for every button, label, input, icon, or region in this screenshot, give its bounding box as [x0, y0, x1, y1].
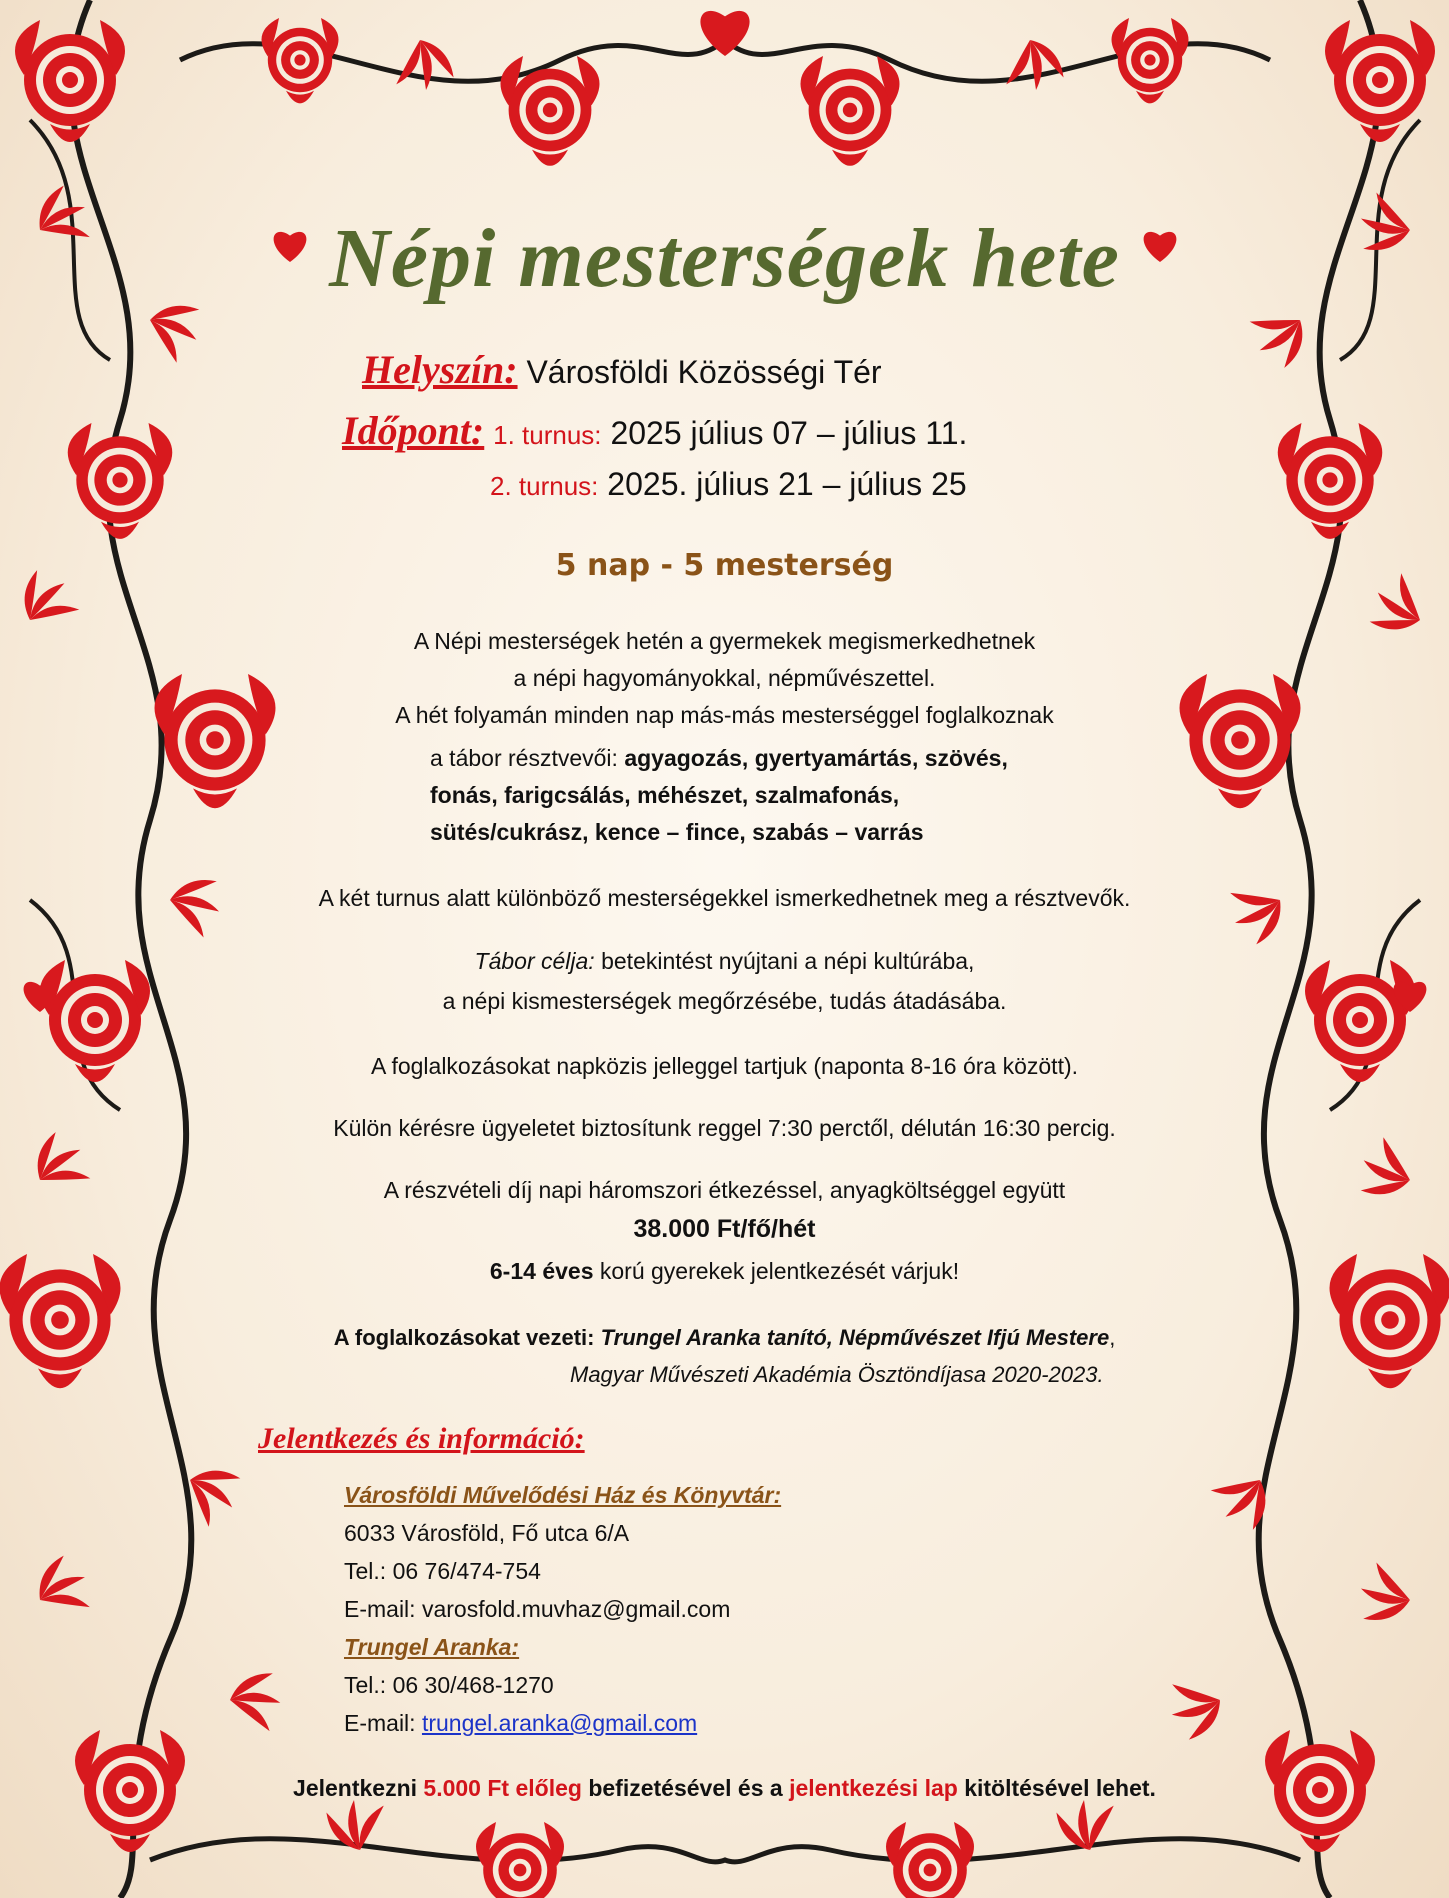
leader-line-2: Magyar Művészeti Akadémia Ösztöndíjasa 2020-2023.: [570, 1362, 1104, 1387]
footer-part-3: befizetésével és a: [581, 1775, 790, 1801]
age-range: 6-14 éves: [489, 1258, 594, 1284]
intro-line-3: A hét folyamán minden nap más-más mesterséggel foglalkoznak: [395, 702, 1054, 728]
email-2-line: [344, 1704, 781, 1742]
footer-note: [0, 1775, 1449, 1802]
phone-1: Tel.: 06 76/474-754: [344, 1558, 541, 1584]
contact-block: [344, 1476, 781, 1742]
time-line-1: [342, 407, 967, 454]
two-turns-note: A két turnus alatt különböző mesterségekkel ismerkedhetnek meg a résztvevők.: [318, 885, 1131, 911]
address: 6033 Városföld, Fő utca 6/A: [344, 1520, 630, 1546]
leader-line-1: [0, 1325, 1449, 1351]
time-label: Időpont:: [342, 408, 485, 453]
leader-comma: ,: [1109, 1325, 1116, 1350]
intro-line-4-prefix: a tábor résztvevői:: [430, 745, 625, 771]
schedule-note: A foglalkozásokat napközis jelleggel tartjuk (naponta 8-16 óra között).: [370, 1053, 1079, 1079]
goal-text: betekintést nyújtani a népi kultúrába,: [594, 948, 975, 974]
crafts-list-2: fonás, farigcsálás, méhészet, szalmafonás,: [430, 782, 900, 808]
goal-label: Tábor célja:: [474, 948, 595, 974]
location-label: Helyszín:: [362, 347, 518, 392]
time-line-2: [490, 466, 967, 503]
crafts-list-3: sütés/cukrász, kence – fince, szabás – varrás: [430, 819, 924, 845]
leader-name: Trungel Aranka tanító, Népművészet Ifjú Mestere: [600, 1325, 1110, 1350]
intro-line-4: [430, 740, 1008, 777]
leader-prefix: A foglalkozásokat vezeti:: [333, 1325, 601, 1350]
page-title: Népi mesterségek hete: [329, 212, 1120, 305]
footer-part-5: kitöltésével lehet.: [957, 1775, 1156, 1801]
age-text: korú gyerekek jelentkezését várjuk!: [593, 1258, 960, 1284]
duty-note: Külön kérésre ügyeletet biztosítunk reggel 7:30 perctől, délután 16:30 percig.: [333, 1115, 1116, 1141]
footer-part-1: Jelentkezni: [293, 1775, 424, 1801]
turn1-value: 2025 július 07 – július 11.: [610, 415, 968, 451]
subtitle: 5 nap - 5 mesterség: [555, 548, 894, 583]
phone-2: Tel.: 06 30/468-1270: [344, 1672, 554, 1698]
signup-heading: Jelentkezés és információ:: [258, 1422, 585, 1455]
crafts-list-1: agyagozás, gyertyamártás, szövés,: [624, 745, 1008, 771]
deposit-amount: 5.000 Ft előleg: [423, 1775, 582, 1801]
goal-line-1: [0, 948, 1449, 975]
location-value: Városföldi Közösségi Tér: [526, 354, 882, 390]
goal-line-2: a népi kismesterségek megőrzésébe, tudás átadásába.: [442, 988, 1007, 1014]
price: 38.000 Ft/fő/hét: [633, 1215, 816, 1243]
application-form: jelentkezési lap: [789, 1775, 958, 1801]
age-line: [0, 1258, 1449, 1285]
intro-line-2: a népi hagyományokkal, népművészettel.: [513, 665, 936, 691]
email-2-label: E-mail:: [344, 1710, 422, 1736]
fee-line: A részvételi díj napi háromszori étkezéssel, anyagköltséggel együtt: [383, 1177, 1066, 1203]
email-1: E-mail: varosfold.muvhaz@gmail.com: [344, 1596, 731, 1622]
email-2-link[interactable]: trungel.aranka@gmail.com: [421, 1710, 698, 1736]
location-line: [362, 346, 882, 393]
org-name-1: Városföldi Művelődési Ház és Könyvtár:: [344, 1482, 782, 1508]
turn2-label: 2. turnus:: [490, 471, 599, 501]
turn2-value: 2025. július 21 – július 25: [607, 466, 967, 502]
turn1-label: 1. turnus:: [493, 420, 602, 450]
intro-line-1: A Népi mesterségek hetén a gyermekek megismerkedhetnek: [413, 628, 1036, 654]
org-name-2: Trungel Aranka:: [344, 1634, 520, 1660]
